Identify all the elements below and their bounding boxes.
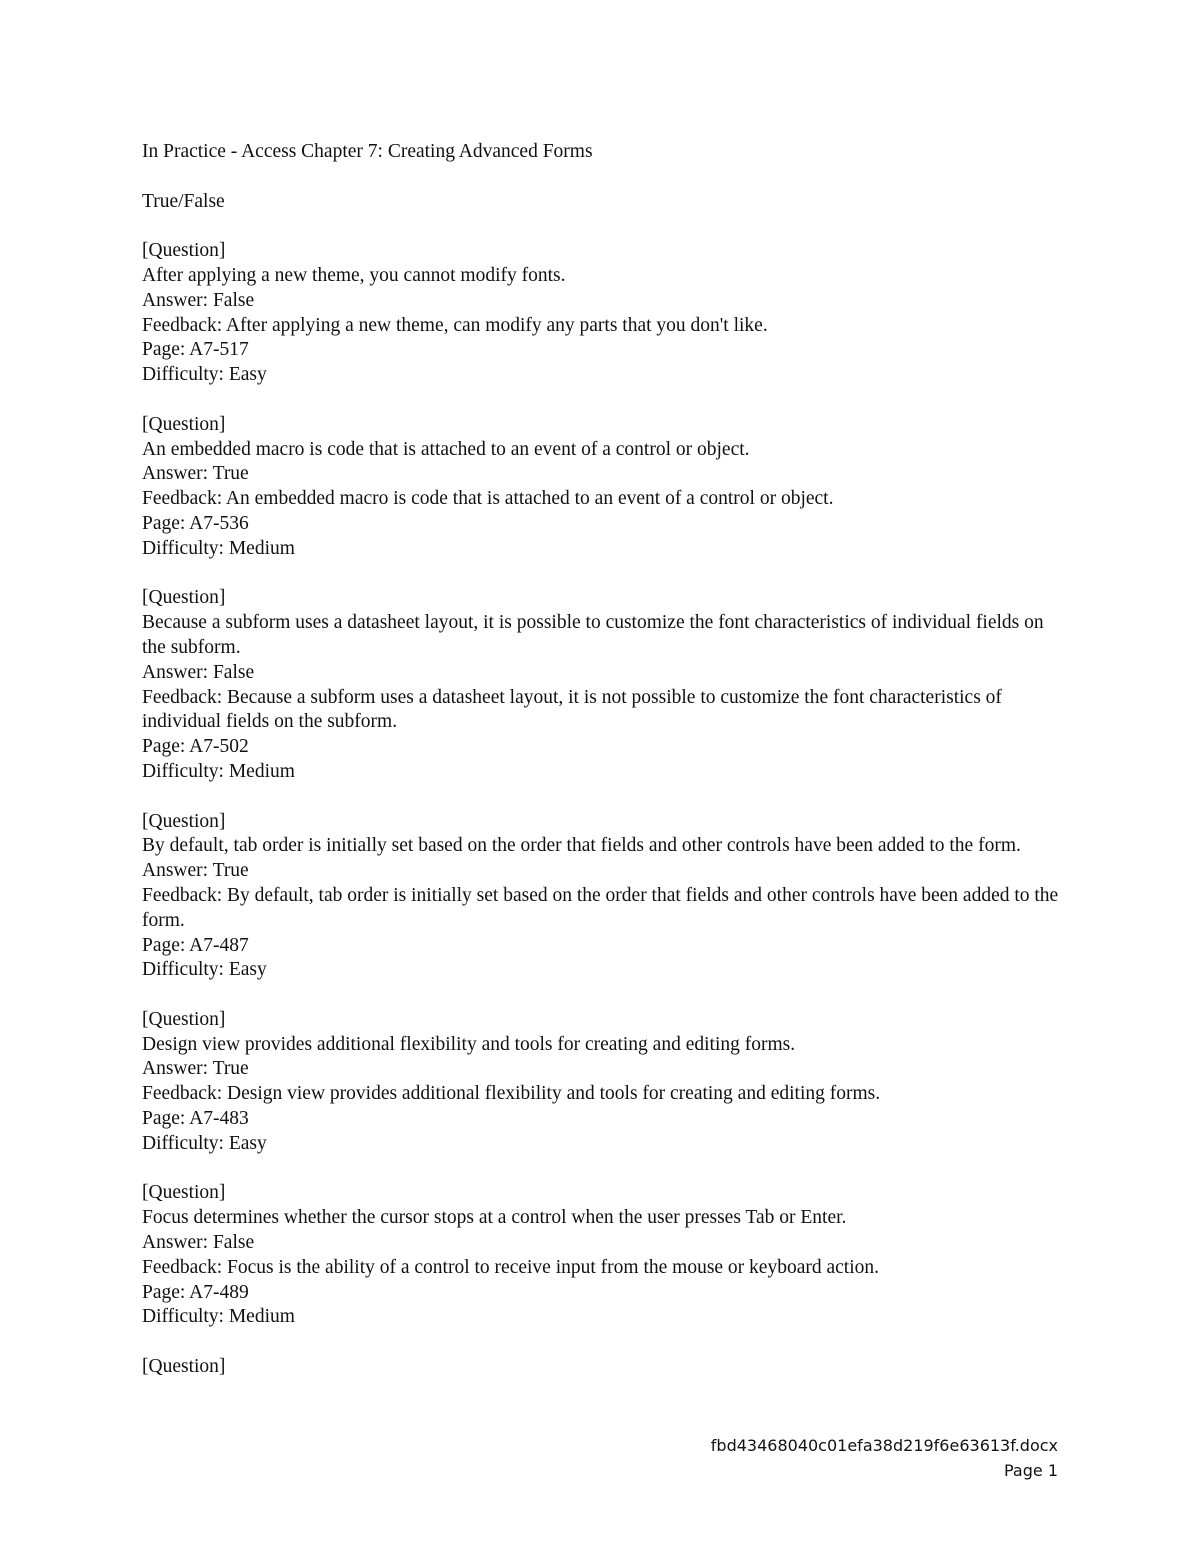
question-text: Design view provides additional flexibility and tools for creating and editing forms. xyxy=(142,1033,796,1055)
difficulty-line: Difficulty: Medium xyxy=(142,1306,295,1328)
feedback-line: Feedback: Design view provides additional flexibility and tools for creating and editing forms. xyxy=(142,1083,881,1105)
feedback-line: Feedback: An embedded macro is code that is attached to an event of a control or object. xyxy=(142,488,834,510)
difficulty-line: Difficulty: Medium xyxy=(142,760,295,782)
difficulty-line: Difficulty: Easy xyxy=(142,1132,267,1154)
question-text: Focus determines whether the cursor stops at a control when the user presses Tab or Enter. xyxy=(142,1207,847,1229)
feedback-line: Feedback: By default, tab order is initially set based on the order that fields and other controls have been added to the form. xyxy=(142,884,1059,931)
page-ref-line: Page: A7-483 xyxy=(142,1108,249,1130)
question-block xyxy=(142,413,1062,562)
question-text: An embedded macro is code that is attached to an event of a control or object. xyxy=(142,438,750,460)
question-marker: [Question] xyxy=(142,810,226,832)
question-text: After applying a new theme, you cannot modify fonts. xyxy=(142,264,566,286)
question-marker: [Question] xyxy=(142,1356,226,1378)
answer-line: Answer: False xyxy=(142,661,255,683)
answer-line: Answer: False xyxy=(142,289,255,311)
difficulty-line: Difficulty: Easy xyxy=(142,959,267,981)
document-title: In Practice - Access Chapter 7: Creating Advanced Forms xyxy=(142,141,593,162)
footer-filename: fbd43468040c01efa38d219f6e63613f.docx xyxy=(710,1436,1058,1455)
answer-line: Answer: True xyxy=(142,860,249,882)
question-marker: [Question] xyxy=(142,413,226,435)
answer-line: Answer: True xyxy=(142,463,249,485)
question-block xyxy=(142,1181,1062,1330)
page-footer xyxy=(711,1433,1058,1483)
page-ref-line: Page: A7-489 xyxy=(142,1281,249,1303)
answer-line: Answer: True xyxy=(142,1058,249,1080)
feedback-line: Feedback: Because a subform uses a datasheet layout, it is not possible to customize the font characteristics of individual fields on the subform. xyxy=(142,686,1002,733)
feedback-line: Feedback: Focus is the ability of a control to receive input from the mouse or keyboard action. xyxy=(142,1256,880,1278)
question-block xyxy=(142,1355,1062,1380)
difficulty-line: Difficulty: Easy xyxy=(142,364,267,386)
question-block xyxy=(142,239,1062,388)
question-marker: [Question] xyxy=(142,1008,226,1030)
answer-line: Answer: False xyxy=(142,1232,255,1254)
footer-page-number: Page 1 xyxy=(1004,1461,1058,1480)
page-ref-line: Page: A7-502 xyxy=(142,736,249,758)
question-marker: [Question] xyxy=(142,587,226,609)
question-text: By default, tab order is initially set based on the order that fields and other controls have been added to the form. xyxy=(142,835,1021,857)
question-block xyxy=(142,586,1062,784)
page-ref-line: Page: A7-536 xyxy=(142,512,249,534)
question-block xyxy=(142,810,1062,984)
page-ref-line: Page: A7-517 xyxy=(142,339,249,361)
document-body xyxy=(142,140,1062,1380)
feedback-line: Feedback: After applying a new theme, can modify any parts that you don't like. xyxy=(142,314,768,336)
section-heading: True/False xyxy=(142,190,225,212)
question-text: Because a subform uses a datasheet layout, it is possible to customize the font characteristics of individual fields on the subform. xyxy=(142,612,1044,658)
question-marker: [Question] xyxy=(142,1182,226,1204)
question-block xyxy=(142,1008,1062,1157)
page-ref-line: Page: A7-487 xyxy=(142,934,249,956)
difficulty-line: Difficulty: Medium xyxy=(142,537,295,559)
question-marker: [Question] xyxy=(142,240,226,262)
